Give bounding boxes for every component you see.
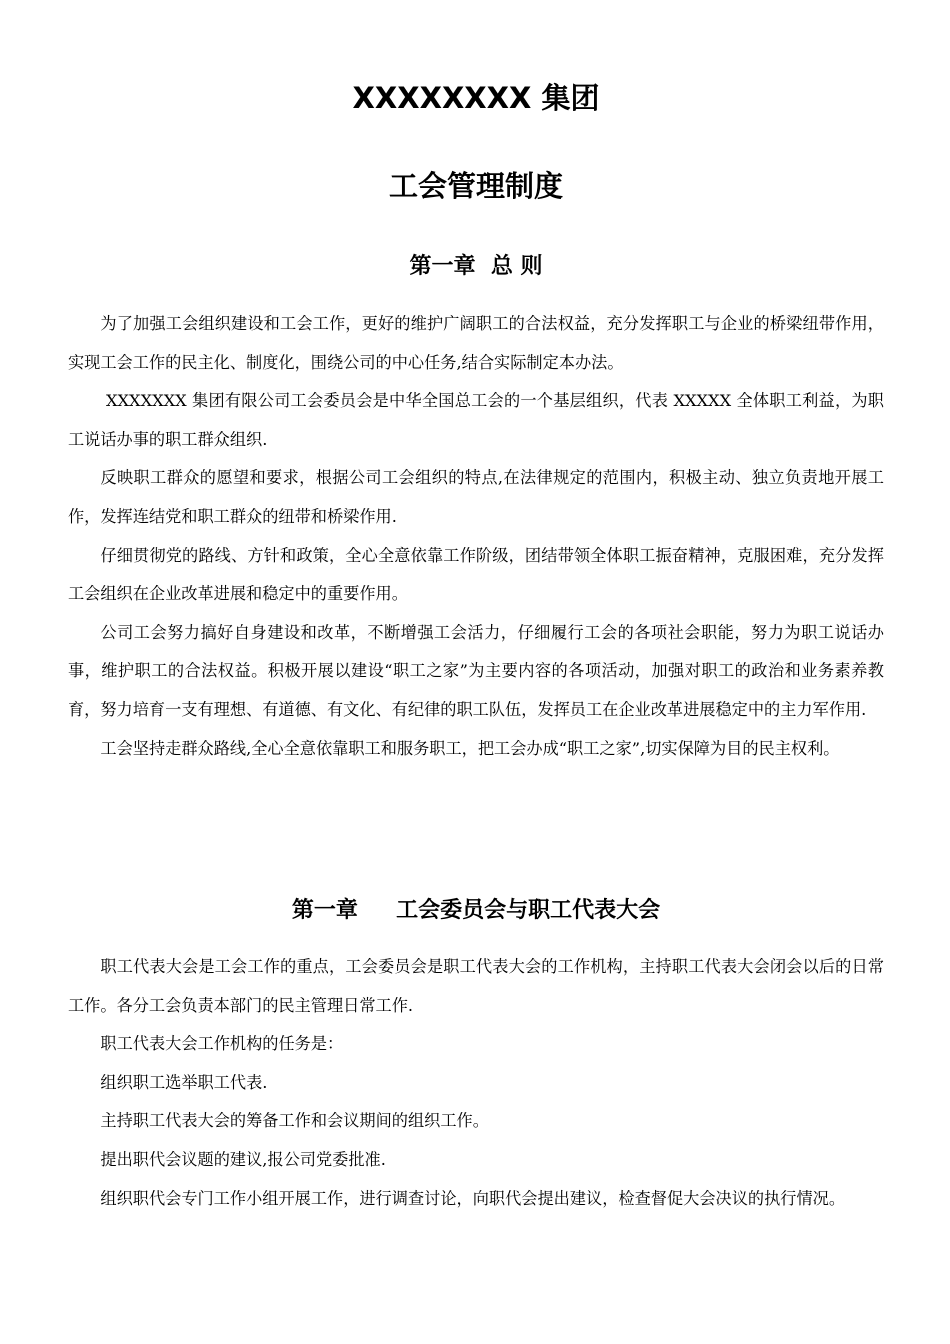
paragraph: 主持职工代表大会的筹备工作和会议期间的组织工作。 <box>100 1111 489 1131</box>
document-title: XXXXXXXX 集团 <box>352 81 600 115</box>
paragraph: 工会坚持走群众路线,全心全意依靠职工和服务职工，把工会办成“职工之家”,切实保障为目的民主权利。 <box>100 738 840 758</box>
paragraph: 组织职工选举职工代表. <box>100 1072 268 1092</box>
document-subtitle: 工会管理制度 <box>388 169 563 203</box>
paragraph: 职工代表大会是工会工作的重点，工会委员会是职工代表大会的工作机构，主持职工代表大会闭会以后的日常工作。各分工会负责本部门的民主管理日常工作. <box>68 957 884 1015</box>
paragraph: 为了加强工会组织建设和工会工作，更好的维护广阔职工的合法权益，充分发挥职工与企业的桥梁纽带作用，实现工会工作的民主化、制度化，围绕公司的中心任务,结合实际制定本办法。 <box>68 314 884 372</box>
paragraph: 组织职代会专门工作小组开展工作，进行调查讨论，向职代会提出建议，检查督促大会决议的执行情况。 <box>100 1188 846 1208</box>
chapter-2-heading: 第一章 工会委员会与职工代表大会 <box>291 898 661 923</box>
paragraph: XXXXXXX 集团有限公司工会委员会是中华全国总工会的一个基层组织，代表 XXXXX 全体职工利益，为职工说话办事的职工群众组织. <box>68 391 884 449</box>
chapter-1-body <box>68 305 884 768</box>
paragraph: 公司工会努力搞好自身建设和改革，不断增强工会活力，仔细履行工会的各项社会职能，努力为职工说话办事，维护职工的合法权益。积极开展以建设“职工之家”为主要内容的各项活动，加强对职工的政治和业务素养教育，努力培育一支有理想、有道德、有文化、有纪律的职工队伍，发挥员工在企业改革进展稳定中的主力军作用. <box>68 622 884 719</box>
paragraph: 反映职工群众的愿望和要求，根据公司工会组织的特点,在法律规定的范围内，积极主动、独立负责地开展工作，发挥连结党和职工群众的纽带和桥梁作用. <box>68 468 884 526</box>
chapter-2-body <box>68 948 884 1218</box>
paragraph: 仔细贯彻党的路线、方针和政策，全心全意依靠工作阶级，团结带领全体职工振奋精神，克服困难，充分发挥工会组织在企业改革进展和稳定中的重要作用。 <box>68 545 884 604</box>
chapter-1-heading: 第一章 总 则 <box>409 254 543 279</box>
paragraph: 职工代表大会工作机构的任务是： <box>100 1034 344 1054</box>
paragraph: 提出职代会议题的建议,报公司党委批准. <box>100 1149 386 1169</box>
